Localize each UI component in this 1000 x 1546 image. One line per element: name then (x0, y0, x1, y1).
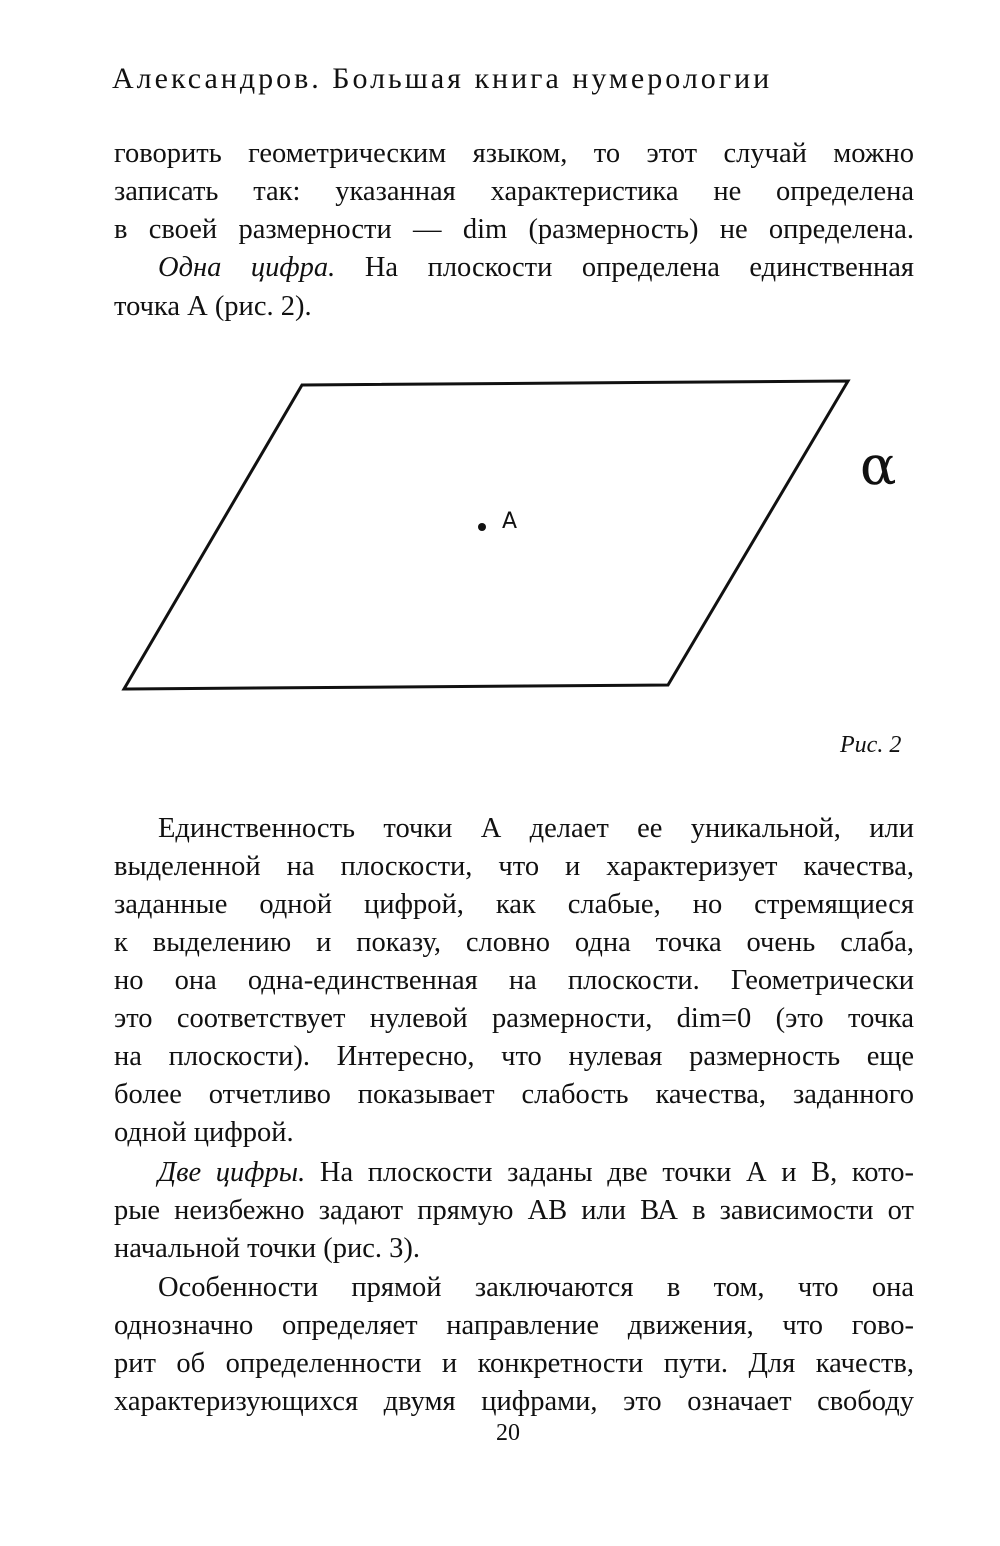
text-line: рит об определенности и конкретности пути. Для качеств, (114, 1348, 914, 1379)
text-line: характеризующихся двумя цифрами, это означает свободу (114, 1386, 914, 1417)
text-line: записать так: указанная характеристика не определена (114, 176, 914, 207)
page-number: 20 (496, 1420, 520, 1446)
figure-plane (0, 360, 1000, 720)
text-line: однозначно определяет направление движения, что гово- (114, 1310, 914, 1341)
text-line: но она одна-единственная на плоскости. Геометрически (114, 965, 914, 996)
text-line: выделенной на плоскости, что и характеризует качества, (114, 851, 914, 882)
figure-caption: Рис. 2 (840, 732, 902, 758)
plane-label-alpha: α (860, 434, 897, 497)
running-header: Александров. Большая книга нумерологии (112, 62, 773, 95)
text-line: к выделению и показу, словно одна точка очень слаба, (114, 927, 914, 958)
section-lead: Одна цифра. (158, 252, 336, 283)
text-line (158, 250, 914, 286)
text-line: в своей размерности — dim (размерность) не определена. (114, 214, 914, 245)
text-line: это соответствует нулевой размерности, dim=0 (это точка (114, 1003, 914, 1034)
text-line: одной цифрой. (114, 1117, 294, 1148)
text-line: Особенности прямой заключаются в том, что она (158, 1272, 914, 1303)
point-a-label: A (502, 509, 518, 534)
text-line: говорить геометрическим языком, то этот случай можно (114, 138, 914, 169)
text-line: точка А (рис. 2). (114, 291, 312, 322)
text-line: более отчетливо показывает слабость качества, заданного (114, 1079, 914, 1110)
section-lead: Две цифры. (158, 1157, 306, 1188)
text-fragment: На плоскости определена единственная (335, 252, 914, 283)
text-line: заданные одной цифрой, как слабые, но стремящиеся (114, 889, 914, 920)
plane-parallelogram (124, 381, 848, 689)
text-fragment: На плоскости заданы две точки А и В, кото- (305, 1157, 914, 1188)
text-line (158, 1155, 914, 1191)
point-a-marker (478, 523, 486, 531)
text-line: рые неизбежно задают прямую АВ или ВА в зависимости от (114, 1195, 914, 1226)
text-line: начальной точки (рис. 3). (114, 1233, 420, 1264)
text-line: на плоскости). Интересно, что нулевая размерность еще (114, 1041, 914, 1072)
text-line: Единственность точки А делает ее уникальной, или (158, 813, 914, 844)
